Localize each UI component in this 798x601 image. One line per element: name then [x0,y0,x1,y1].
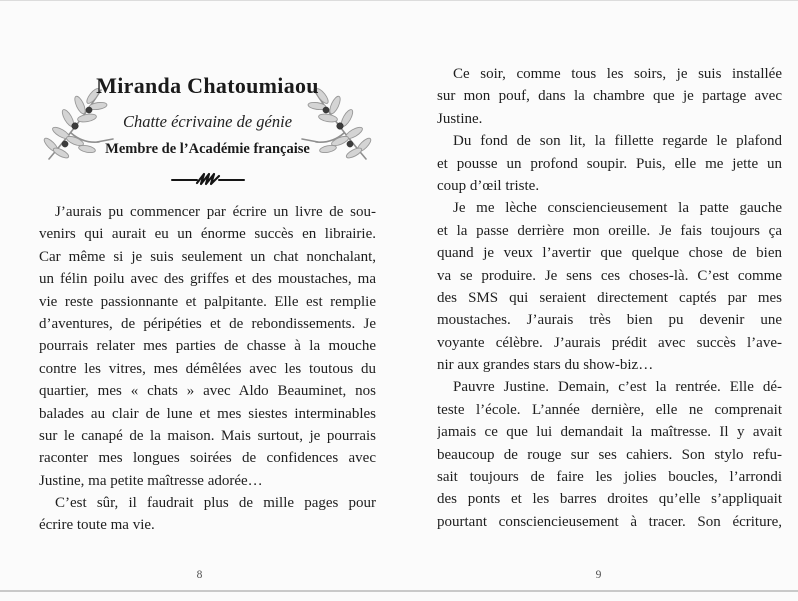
text-line: beaucoup de rouge sur ses cahiers. Son stylo refu- [437,446,782,463]
text-line: quartier, mes « chats » avec Aldo Beauminet, nos [39,383,376,400]
text-line: sur le canapé de la maison. Mais surtout, je pourrais [39,427,376,444]
author-affiliation: Membre de l’Académie française [105,141,310,157]
text-line: teste l’école. L’année dernière, elle ne comprenait [437,401,782,418]
page-number-right: 9 [595,569,602,581]
text-line: voyante célèbre. J’aurais prédit avec succès l’ave- [437,334,782,351]
text-line: raconter mes longues soirées de confidences avec [39,450,376,467]
text-line: sur mon pouf, dans la chambre que je partage avec [437,88,782,105]
text-line: nir aux grandes stars du show-biz… [437,357,654,374]
author-subtitle: Chatte écrivaine de génie [122,112,293,131]
text-line: vie reste passionnante et palpitante. Elle est remplie [39,293,376,310]
text-line: Car même si je suis seulement un chat nonchalant, [39,248,376,265]
left-page-text [39,201,376,537]
squiggle-divider-icon [170,171,246,187]
text-line: moustaches. J’aurais très bien pu devenir une [437,312,782,329]
text-line: Justine. [437,110,483,127]
text-line: Du fond de son lit, la fillette regarde le plafond [453,133,782,150]
text-line: Je me lèche consciencieusement la patte gauche [453,200,782,217]
text-line: un félin poilu avec des griffes et des moustaches, ma [39,271,376,288]
text-line: pourrais relater mes parties de chasse à la mouche [39,338,376,355]
text-line: et pousse un profond soupir. Puis, elle me jette un [437,155,782,172]
text-line: balades au clair de lune et mes siestes interminables [39,405,376,422]
text-line: va se produire. Je sens ces choses-là. C’est comme [437,267,782,284]
text-line: contre les vitres, mes démêlées avec les toutous du [39,360,376,377]
text-line: venirs qui aurait eu un énorme succès en librairie. [39,226,376,243]
text-line: J’aurais pu commencer par écrire un livre de sou- [55,204,376,220]
text-line: jamais ce que lui demandait la maîtresse. Il y avait [437,424,782,441]
text-line: des SMS qui seraient directement captés par mes [437,289,782,306]
right-page [437,0,782,601]
text-line: Pauvre Justine. Demain, c’est la rentrée. Elle dé- [453,379,782,396]
text-line: pourtant consciencieusement à tracer. Son écriture, [437,513,782,530]
text-line: coup d’œil triste. [437,177,540,194]
text-line: sait toujours de faire les jolies boucles, l’arrondi [437,469,782,486]
text-line: et la passe derrière mon oreille. Je fais toujours ça [437,222,782,239]
text-line: écrire toute ma vie. [39,517,155,534]
text-line: C’est sûr, il faudrait plus de mille pages pour [55,495,376,512]
text-line: des ponts et les barres droites qu’elle s’appliquait [437,491,782,508]
author-title: Miranda Chatoumiaou [96,73,319,98]
bottom-border-line [0,590,798,592]
text-line: quand je veux l’avertir que quelque chose de bien [437,245,782,262]
text-line: Ce soir, comme tous les soirs, je suis installée [453,66,782,82]
text-line: Justine, ma petite maîtresse adorée… [39,472,263,489]
left-page [39,0,376,601]
right-page-text [437,63,782,533]
text-line: d’aventures, de péripéties et de rebondissements. Je [39,315,376,332]
page-number-left: 8 [196,569,203,581]
